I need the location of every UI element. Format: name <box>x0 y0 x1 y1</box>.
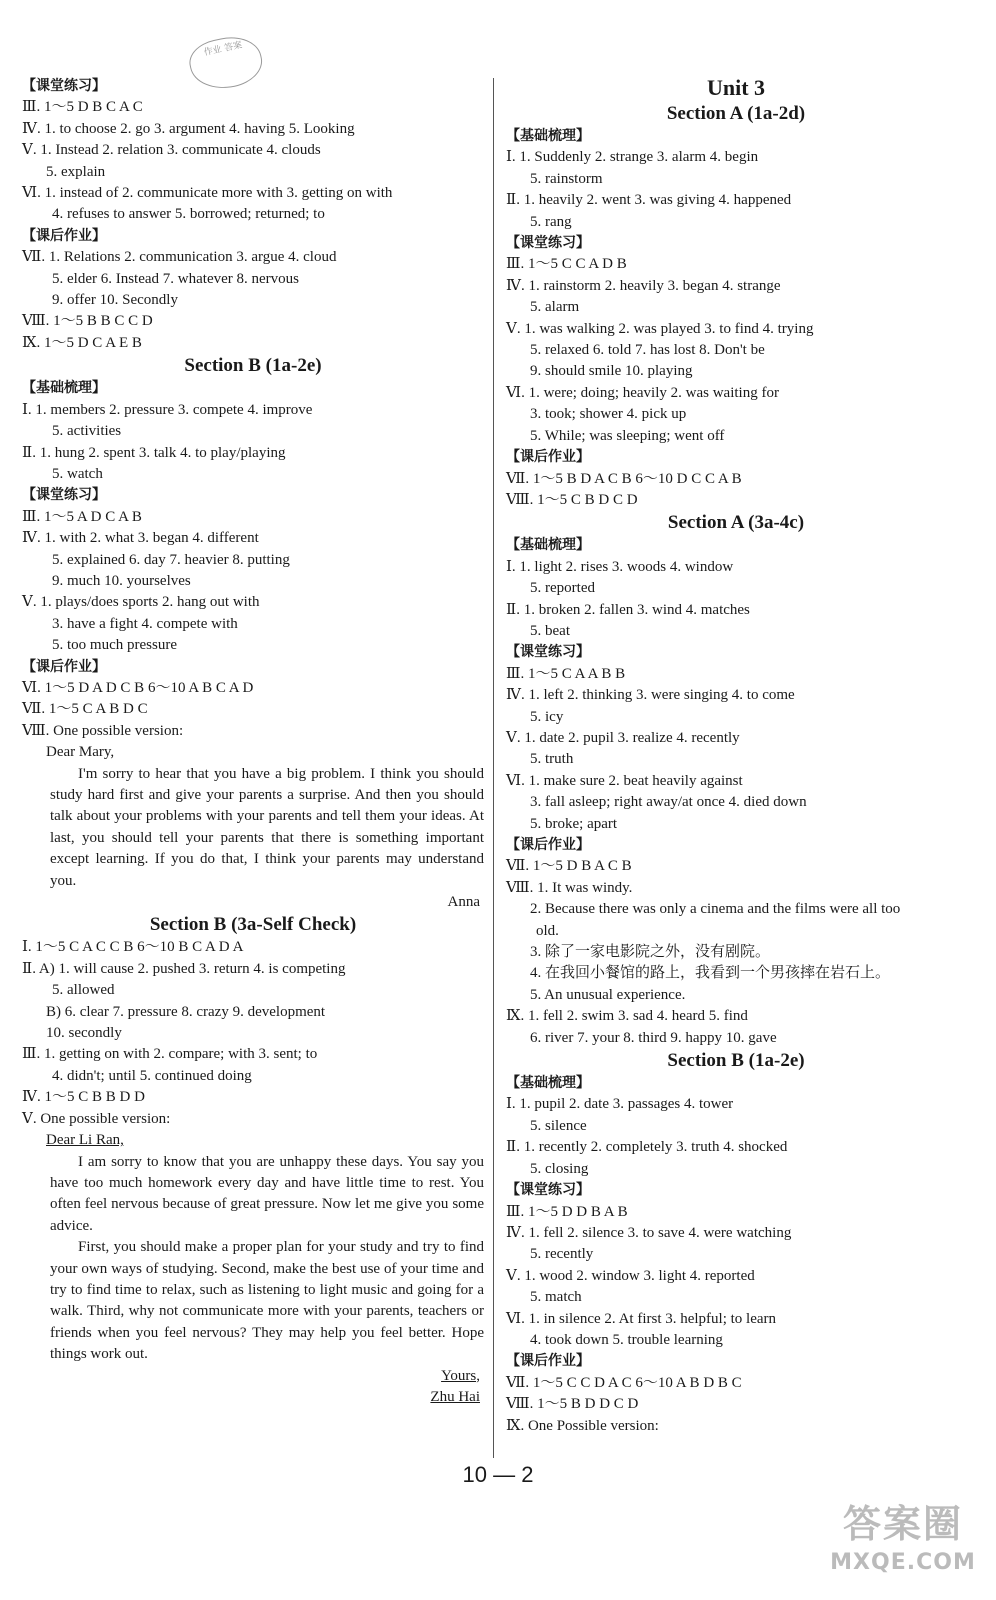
answer-line: Ⅰ. 1. pupil 2. date 3. passages 4. tower <box>506 1096 734 1113</box>
section-title: Section B (1a-2e) <box>184 355 322 377</box>
answer-line: Ⅴ. One possible version: <box>22 1110 171 1127</box>
section-heading: 【课后作业】 <box>506 449 590 466</box>
answer-line: Ⅳ. 1～5 C B B D D <box>22 1089 145 1106</box>
answer-line: 5. silence <box>530 1117 587 1134</box>
answer-line: Ⅱ. 1. hung 2. spent 3. talk 4. to play/playing <box>22 444 286 461</box>
essay-paragraph: I am sorry to know that you are unhappy these days. You say you have too much homework every day and have little time to rest. You often feel nervous because of great pressure. Now let me give you some advice. <box>50 1153 484 1234</box>
answer-line: 5. match <box>530 1289 582 1306</box>
section-heading: 【课后作业】 <box>506 837 590 853</box>
answer-line: Anna <box>447 894 480 911</box>
unit-title: Unit 3 <box>706 75 766 100</box>
answer-line: 5. broke; apart <box>530 815 618 832</box>
answer-line: 2. Because there was only a cinema and the films were all too <box>530 901 901 918</box>
answer-line: 4. 在我回小餐馆的路上，我看到一个男孩摔在岩石上。 <box>530 965 891 982</box>
left-column <box>22 76 484 1408</box>
answer-line: Ⅴ. 1. Instead 2. relation 3. communicate 4. clouds <box>22 142 321 159</box>
answer-line: Ⅴ. 1. wood 2. window 3. light 4. reported <box>506 1267 755 1284</box>
answer-line: Ⅸ. 1. fell 2. swim 3. sad 4. heard 5. find <box>506 1008 748 1025</box>
answer-line: Yours, <box>441 1367 480 1384</box>
answer-line: Ⅴ. 1. plays/does sports 2. hang out with <box>22 594 260 611</box>
answer-line: Ⅲ. 1～5 A D C A B <box>22 508 142 525</box>
site-watermark <box>828 1500 978 1590</box>
answer-line: 5. alarm <box>530 299 580 316</box>
answer-line: B) 6. clear 7. pressure 8. crazy 9. development <box>46 1003 326 1020</box>
section-heading: 【基础梳理】 <box>22 380 106 397</box>
section-heading: 【基础梳理】 <box>506 537 590 554</box>
answer-line: 9. much 10. yourselves <box>52 572 191 589</box>
answer-line: Ⅷ. 1～5 C B D C D <box>506 491 638 508</box>
section-title: Section B (1a-2e) <box>667 1050 805 1072</box>
essay-paragraph: First, you should make a proper plan for your study and try to find your own ways of studying. Second, make the best use of your time and try to find time to relax, such as listening to light music and going for a walk. Third, why not communicate more with your parents, teachers or friends when you feel nervous? They may help you feel better. Hope things work out. <box>50 1239 484 1363</box>
answer-line: Ⅲ. 1. getting on with 2. compare; with 3. sent; to <box>22 1046 318 1063</box>
answer-line: Ⅴ. 1. date 2. pupil 3. realize 4. recently <box>506 729 740 746</box>
answer-line: Ⅶ. 1～5 B D A C B 6～10 D C C A B <box>506 470 742 487</box>
right-column <box>506 74 966 1437</box>
answer-line: Ⅷ. One possible version: <box>22 722 184 739</box>
answer-line: Ⅵ. 1. instead of 2. communicate more with 3. getting on with <box>22 185 393 202</box>
answer-line: 5. beat <box>530 622 570 639</box>
answer-line: 5. reported <box>530 580 595 597</box>
section-heading: 【基础梳理】 <box>506 1075 590 1092</box>
answer-line: 5. activities <box>52 423 122 440</box>
answer-line: Ⅰ. 1. light 2. rises 3. woods 4. window <box>506 558 734 575</box>
section-title: Section B (3a-Self Check) <box>149 914 357 936</box>
answer-line: Ⅵ. 1. make sure 2. beat heavily against <box>506 772 743 789</box>
answer-line: Ⅳ. 1. fell 2. silence 3. to save 4. were watching <box>506 1224 792 1241</box>
section-heading: 【课堂练习】 <box>506 235 590 252</box>
answer-line: Ⅱ. 1. broken 2. fallen 3. wind 4. matches <box>506 601 750 618</box>
section-heading: 【课堂练习】 <box>22 78 106 94</box>
answer-line: 5. An unusual experience. <box>530 986 686 1003</box>
watermark-url: MXQE.COM <box>830 1550 976 1575</box>
answer-line: Ⅲ. 1～5 D B C A C <box>22 99 143 116</box>
answer-line: Ⅳ. 1. left 2. thinking 3. were singing 4. to come <box>506 687 795 704</box>
answer-line: 4. refuses to answer 5. borrowed; returned; to <box>52 206 325 223</box>
page-number: 10 — 2 <box>462 1462 534 1487</box>
answer-line: 5. rang <box>530 213 572 230</box>
answer-line: 5. closing <box>530 1160 589 1177</box>
answer-line: Ⅵ. 1. were; doing; heavily 2. was waiting for <box>506 384 779 401</box>
answer-line: 5. watch <box>52 465 103 482</box>
answer-line: 5. rainstorm <box>530 170 603 187</box>
answer-line: Ⅱ. 1. recently 2. completely 3. truth 4. shocked <box>506 1139 788 1156</box>
section-heading: 【课堂练习】 <box>22 487 106 504</box>
answer-line: 3. fall asleep; right away/at once 4. died down <box>530 794 807 811</box>
section-heading: 【课堂练习】 <box>506 644 590 661</box>
answer-line: Ⅶ. 1～5 C C D A C 6～10 A B D B C <box>506 1374 742 1391</box>
answer-line: 5. too much pressure <box>52 637 177 654</box>
answer-line: Ⅰ. 1. members 2. pressure 3. compete 4. improve <box>22 401 313 418</box>
answer-stamp: 作业 答案 <box>186 31 267 95</box>
answer-line: Zhu Hai <box>430 1388 480 1405</box>
answer-line: Dear Mary, <box>46 744 115 761</box>
answer-line: Ⅶ. 1～5 C A B D C <box>22 701 148 718</box>
answer-line: Ⅵ. 1. in silence 2. At first 3. helpful; to learn <box>506 1310 777 1327</box>
answer-line: 9. should smile 10. playing <box>530 363 693 380</box>
answer-line: Ⅱ. A) 1. will cause 2. pushed 3. return 4. is competing <box>22 960 346 977</box>
section-heading: 【课后作业】 <box>22 658 106 675</box>
answer-line: 5. recently <box>530 1246 594 1263</box>
answer-line: 5. explained 6. day 7. heavier 8. putting <box>52 551 290 568</box>
answer-line: Dear Li Ran, <box>46 1132 124 1149</box>
answer-line: Ⅷ. 1. It was windy. <box>506 879 633 896</box>
column-divider <box>493 78 494 1458</box>
watermark-logo-text: 答案圈 <box>842 1502 963 1546</box>
answer-line: Ⅲ. 1～5 C C A D B <box>506 256 627 273</box>
answer-line: Ⅸ. 1～5 D C A E B <box>22 334 142 351</box>
answer-line: Ⅱ. 1. heavily 2. went 3. was giving 4. happened <box>506 192 792 209</box>
answer-line: 4. took down 5. trouble learning <box>530 1331 723 1348</box>
answer-line: 5. allowed <box>52 982 115 999</box>
answer-line: Ⅳ. 1. with 2. what 3. began 4. different <box>22 530 259 547</box>
answer-line: old. <box>536 922 559 939</box>
answer-line: 5. truth <box>530 751 574 768</box>
answer-line: Ⅷ. 1～5 B B C C D <box>22 313 153 330</box>
section-title: Section A (3a-4c) <box>667 512 805 534</box>
answer-line: Ⅵ. 1～5 D A D C B 6～10 A B C A D <box>22 679 254 696</box>
answer-line: Ⅶ. 1～5 D B A C B <box>506 858 632 875</box>
answer-line: 5. elder 6. Instead 7. whatever 8. nervous <box>52 270 300 287</box>
answer-line: Ⅴ. 1. was walking 2. was played 3. to find 4. trying <box>506 320 814 337</box>
answer-line: Ⅳ. 1. to choose 2. go 3. argument 4. having 5. Looking <box>22 120 355 137</box>
answer-line: Ⅶ. 1. Relations 2. communication 3. argue 4. cloud <box>22 249 337 266</box>
answer-line: Ⅰ. 1. Suddenly 2. strange 3. alarm 4. begin <box>506 149 759 166</box>
section-heading: 【课后作业】 <box>506 1353 590 1370</box>
answer-line: Ⅲ. 1～5 D D B A B <box>506 1203 628 1220</box>
answer-line: Ⅲ. 1～5 C A A B B <box>506 665 626 682</box>
answer-line: Ⅷ. 1～5 B D D C D <box>506 1396 639 1413</box>
answer-line: Ⅸ. One Possible version: <box>506 1417 659 1434</box>
answer-line: 5. icy <box>530 708 564 725</box>
answer-line: 9. offer 10. Secondly <box>52 292 178 309</box>
answer-line: 5. While; was sleeping; went off <box>530 427 725 444</box>
section-heading: 【基础梳理】 <box>506 128 590 144</box>
answer-line: 3. 除了一家电影院之外，没有剧院。 <box>530 944 771 961</box>
answer-line: 6. river 7. your 8. third 9. happy 10. gave <box>530 1029 777 1046</box>
answer-line: 3. took; shower 4. pick up <box>530 406 687 423</box>
answer-line: 3. have a fight 4. compete with <box>52 615 238 632</box>
answer-line: 5. explain <box>46 163 106 180</box>
essay-paragraph: I'm sorry to hear that you have a big problem. I think you should study hard first and give your parents a surprise. And then you should talk about your problems with your parents and tell them your ideas. At last, you should tell your parents that there is something important except learning. If you do that, I think your parents may understand you. <box>50 765 484 889</box>
section-title: Section A (1a-2d) <box>666 103 806 124</box>
section-heading: 【课堂练习】 <box>506 1182 590 1199</box>
answer-line: Ⅳ. 1. rainstorm 2. heavily 3. began 4. strange <box>506 277 781 294</box>
answer-line: Ⅰ. 1～5 C A C C B 6～10 B C A D A <box>22 939 244 956</box>
section-heading: 【课后作业】 <box>22 227 106 244</box>
answer-line: 10. secondly <box>46 1025 122 1042</box>
answer-line: 4. didn't; until 5. continued doing <box>52 1067 252 1084</box>
answer-line: 5. relaxed 6. told 7. has lost 8. Don't be <box>530 342 765 359</box>
